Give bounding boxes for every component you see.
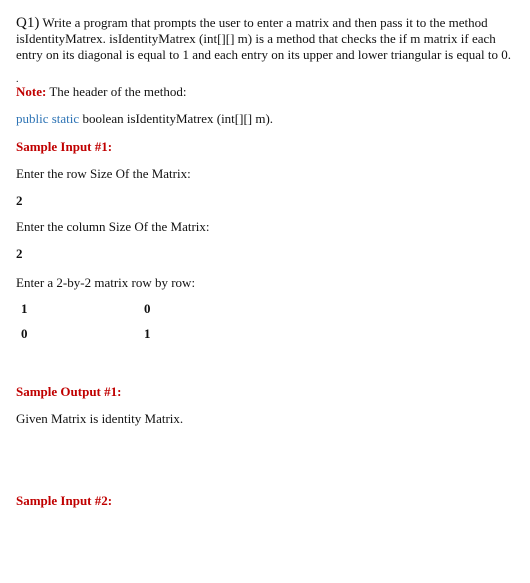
matrix-prompt: Enter a 2-by-2 matrix row by row: bbox=[16, 275, 196, 290]
sample-input-2-title: Sample Input #2: bbox=[16, 493, 113, 508]
matrix-cell: 1 bbox=[144, 326, 151, 341]
note-label: Note: bbox=[16, 84, 47, 99]
note-line bbox=[16, 84, 187, 100]
note-text: The header of the method: bbox=[46, 84, 187, 99]
column-size-prompt: Enter the column Size Of the Matrix: bbox=[16, 219, 210, 234]
matrix-cell: 0 bbox=[144, 301, 151, 316]
method-header bbox=[16, 111, 273, 127]
row-size-prompt: Enter the row Size Of the Matrix: bbox=[16, 166, 191, 181]
question-text bbox=[16, 15, 516, 63]
sample-output-1-text: Given Matrix is identity Matrix. bbox=[16, 411, 184, 426]
method-signature: boolean isIdentityMatrex (int[][] m). bbox=[79, 111, 274, 126]
matrix-cell: 0 bbox=[21, 326, 28, 341]
sample-input-1-title: Sample Input #1: bbox=[16, 139, 113, 154]
sample-output-1-title: Sample Output #1: bbox=[16, 384, 122, 399]
question-number: Q1) bbox=[16, 15, 40, 31]
row-size-value: 2 bbox=[16, 193, 23, 208]
stray-dot: . bbox=[16, 74, 19, 85]
matrix-cell: 1 bbox=[21, 301, 28, 316]
column-size-value: 2 bbox=[16, 246, 23, 261]
method-keywords: public static bbox=[16, 111, 80, 126]
question-body: Write a program that prompts the user to enter a matrix and then pass it to the method isIdentityMatrex. isIdentityMatrex (int[][] m) is a method that checks the if m matrix if each entry on its diagonal is equal to 1 and each entry on its upper and lower triangular is equal to 0. bbox=[16, 15, 511, 62]
